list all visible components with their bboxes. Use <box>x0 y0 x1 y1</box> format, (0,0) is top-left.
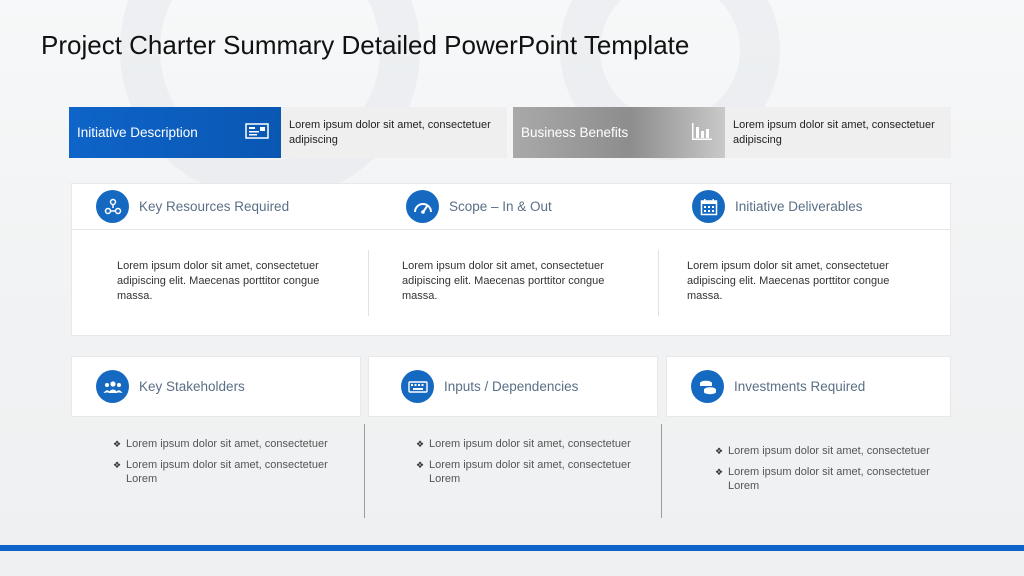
people-icon <box>96 370 129 403</box>
section-investments <box>666 356 951 417</box>
section-deliverables <box>692 190 863 223</box>
list-item: ❖ Lorem ipsum dolor sit amet, consectetuer Lorem <box>715 466 930 492</box>
section-scope <box>406 190 552 223</box>
bar-chart-icon <box>691 121 713 144</box>
page-title: Project Charter Summary Detailed PowerPoint Template <box>41 30 690 60</box>
section-label: Key Stakeholders <box>139 379 245 394</box>
banner-initiative-description <box>69 107 507 158</box>
bullet-marker: ❖ <box>416 439 425 449</box>
banner-text: Lorem ipsum dolor sit amet, consectetuer adipiscing <box>725 107 951 158</box>
footer-bar <box>0 545 1024 551</box>
column-divider <box>364 424 365 518</box>
bullet-list <box>416 437 631 493</box>
presentation-icon <box>245 123 269 142</box>
keyboard-icon <box>401 370 434 403</box>
section-label: Investments Required <box>734 379 866 394</box>
bullet-marker: ❖ <box>113 460 122 470</box>
list-item: ❖ Lorem ipsum dolor sit amet, consectetuer <box>416 438 631 450</box>
list-item: ❖ Lorem ipsum dolor sit amet, consectetuer <box>113 438 328 450</box>
column-divider <box>368 250 369 316</box>
list-item: ❖ Lorem ipsum dolor sit amet, consectetuer Lorem <box>113 459 328 485</box>
column-divider <box>661 424 662 518</box>
coins-icon <box>691 370 724 403</box>
banner-label: Business Benefits <box>521 125 629 140</box>
column-divider <box>658 250 659 316</box>
list-item: ❖ Lorem ipsum dolor sit amet, consectetuer <box>715 445 930 457</box>
section-key-resources <box>96 190 289 223</box>
banner-head <box>69 107 281 158</box>
section-label: Inputs / Dependencies <box>444 379 579 394</box>
banner-business-benefits <box>513 107 951 158</box>
section-inputs-dependencies <box>368 356 658 417</box>
section-label: Initiative Deliverables <box>735 199 863 214</box>
banner-head <box>513 107 725 158</box>
section-text: Lorem ipsum dolor sit amet, consectetuer adipiscing elit. Maecenas porttitor congue massa. <box>117 260 320 302</box>
bullet-marker: ❖ <box>715 467 724 477</box>
bullet-list <box>715 444 930 500</box>
section-text: Lorem ipsum dolor sit amet, consectetuer adipiscing elit. Maecenas porttitor congue massa. <box>402 260 605 302</box>
banner-label: Initiative Description <box>77 125 198 140</box>
list-item: ❖ Lorem ipsum dolor sit amet, consectetuer Lorem <box>416 459 631 485</box>
middle-panel <box>71 183 951 336</box>
gauge-icon <box>406 190 439 223</box>
calendar-icon <box>692 190 725 223</box>
section-key-stakeholders <box>71 356 361 417</box>
section-text: Lorem ipsum dolor sit amet, consectetuer adipiscing elit. Maecenas porttitor congue massa. <box>687 260 890 302</box>
divider <box>72 229 950 230</box>
section-label: Scope – In & Out <box>449 199 552 214</box>
banner-text: Lorem ipsum dolor sit amet, consectetuer adipiscing <box>281 107 507 158</box>
bullet-marker: ❖ <box>113 439 122 449</box>
section-label: Key Resources Required <box>139 199 290 214</box>
bullet-marker: ❖ <box>715 446 724 456</box>
bullet-list <box>113 437 328 493</box>
resources-icon <box>96 190 129 223</box>
bullet-marker: ❖ <box>416 460 425 470</box>
